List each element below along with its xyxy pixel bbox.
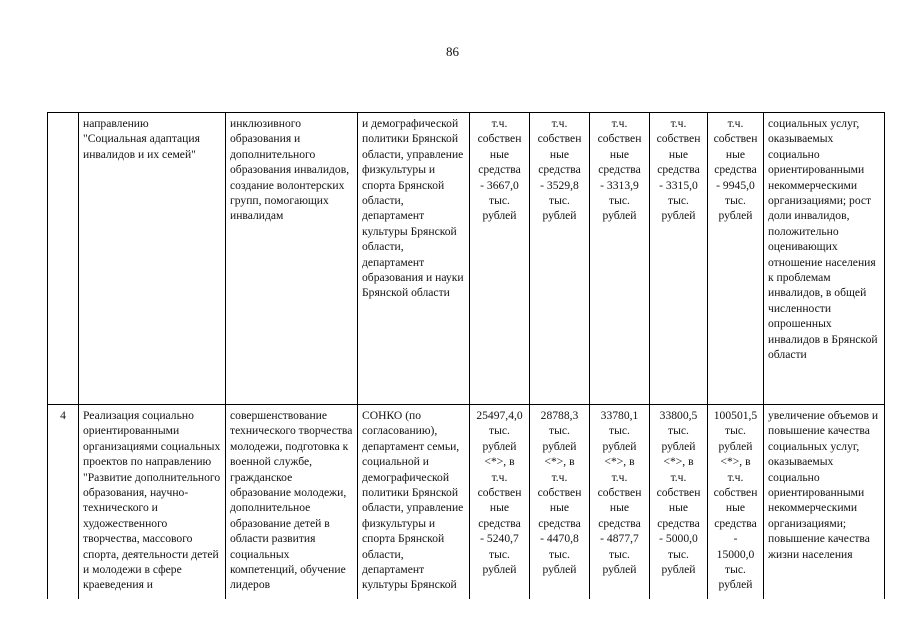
page-number: 86 xyxy=(446,44,459,59)
financing-cell: т.ч. собствен ные средства - 9945,0 тыс. рублей xyxy=(708,113,764,405)
financing-cell: 33780,1 тыс. рублей <*>, в т.ч. собствен ные средства - 4877,7 тыс. рублей xyxy=(590,405,650,600)
row-number-cell xyxy=(48,113,79,405)
event-name-cell: Реализация социально ориентированными организациями социальных проектов по направлению "Развитие дополнительного образования, научно-технического и художественного творчества, массового спорта, деятельности детей и молодежи в сфере краеведения и xyxy=(79,405,226,600)
event-name-cell: направлению "Социальная адаптация инвалидов и их семей" xyxy=(79,113,226,405)
event-content-cell: инклюзивного образования и дополнительного образования инвалидов, создание волонтерских групп, помогающих инвалидам xyxy=(226,113,358,405)
financing-cell: т.ч. собствен ные средства - 3667,0 тыс. рублей xyxy=(470,113,530,405)
executors-cell: и демографической политики Брянской области, управление физкультуры и спорта Брянской области, департамент культуры Брянской области, департамент образования и науки Брянской области xyxy=(358,113,470,405)
financing-cell: т.ч. собствен ные средства - 3529,8 тыс. рублей xyxy=(530,113,590,405)
financing-cell: 28788,3 тыс. рублей <*>, в т.ч. собствен ные средства - 4470,8 тыс. рублей xyxy=(530,405,590,600)
table-row xyxy=(48,113,885,405)
financing-cell: 25497,4,0 тыс. рублей <*>, в т.ч. собствен ные средства - 5240,7 тыс. рублей xyxy=(470,405,530,600)
financing-cell: 100501,5 тыс. рублей <*>, в т.ч. собствен ные средства - 15000,0 тыс. рублей xyxy=(708,405,764,600)
event-content-cell: совершенствование технического творчества молодежи, подготовка к военной службе, гражданское образование молодежи, дополнительное образование детей в области развития социальных компетенций, обучение лидеров xyxy=(226,405,358,600)
expected-result-cell: увеличение объемов и повышение качества социальных услуг, оказываемых социально ориентированными некоммерческими организациями; повышение качества жизни населения xyxy=(764,405,885,600)
financing-cell: т.ч. собствен ные средства - 3313,9 тыс. рублей xyxy=(590,113,650,405)
row-number-cell: 4 xyxy=(48,405,79,600)
executors-cell: СОНКО (по согласованию), департамент семьи, социальной и демографической политики Брянской области, управление физкультуры и спорта Брянской области, департамент культуры Брянской xyxy=(358,405,470,600)
financing-cell: 33800,5 тыс. рублей <*>, в т.ч. собствен ные средства - 5000,0 тыс. рублей xyxy=(650,405,708,600)
program-table xyxy=(47,112,885,599)
financing-cell: т.ч. собствен ные средства - 3315,0 тыс. рублей xyxy=(650,113,708,405)
expected-result-cell: социальных услуг, оказываемых социально ориентированными некоммерческими организациями; рост доли инвалидов, положительно оценивающих отношение населения к проблемам инвалидов, в общей численности опрошенных инвалидов в Брянской области xyxy=(764,113,885,405)
table-row xyxy=(48,405,885,600)
